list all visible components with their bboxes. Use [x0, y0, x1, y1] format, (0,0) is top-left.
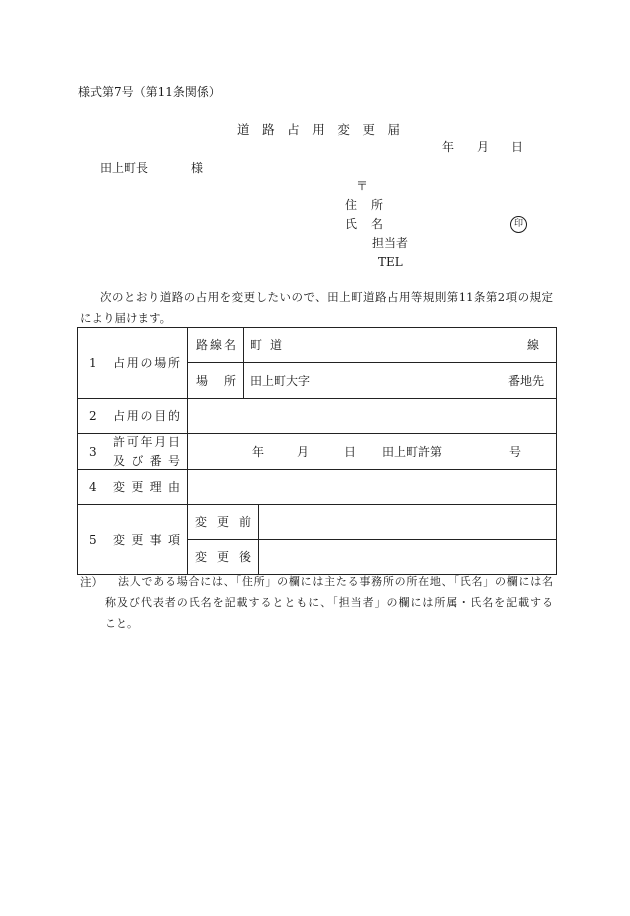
note-line-2: 称及び代表者の氏名を記載するとともに、「担当者」の欄には所属・氏名を記載する — [105, 596, 553, 609]
location-row-label — [78, 328, 188, 399]
permit-label-line-2: 及び番号 — [113, 454, 180, 468]
row-number: 4 — [89, 480, 97, 494]
before-label: 変更前 — [195, 515, 251, 529]
after-label-cell — [188, 540, 259, 575]
route-name-label-cell — [188, 328, 244, 363]
permit-value-cell — [188, 434, 557, 470]
row-number: 1 — [89, 356, 97, 370]
addressee-honorific: 様 — [191, 161, 204, 175]
before-label-cell — [188, 505, 259, 540]
name-label: 氏名 — [345, 217, 383, 231]
addressee-name: 田上町長 — [100, 161, 149, 175]
row-number: 2 — [89, 409, 97, 423]
note-mark: 注） — [80, 575, 103, 589]
route-suffix: 線 — [527, 338, 540, 352]
date-day-unit: 日 — [511, 140, 524, 154]
date-year-unit: 年 — [442, 140, 455, 154]
reason-row-label — [78, 470, 188, 505]
permit-number-suffix: 号 — [509, 444, 522, 459]
application-table — [77, 327, 557, 575]
reason-label: 変更理由 — [113, 480, 180, 494]
row-number: 3 — [89, 444, 97, 459]
after-label: 変更後 — [195, 550, 251, 564]
before-value-cell — [259, 505, 557, 540]
place-label-cell — [188, 363, 244, 399]
purpose-value-cell — [188, 399, 557, 434]
location-label: 占用の場所 — [113, 356, 180, 370]
place-label: 場所 — [196, 373, 236, 388]
route-name-label: 路線名 — [196, 338, 236, 352]
tel-label: TEL — [378, 255, 403, 269]
form-number: 様式第7号（第11条関係） — [78, 85, 221, 99]
address-label: 住所 — [345, 198, 383, 212]
permit-label-line-1: 許可年月日 — [113, 435, 180, 449]
permit-row-label — [78, 434, 188, 470]
permit-month-unit: 月 — [297, 444, 310, 459]
changes-label: 変更事項 — [113, 532, 180, 547]
contact-person-label: 担当者 — [372, 236, 409, 250]
permit-day-unit: 日 — [344, 444, 357, 459]
row-number: 5 — [89, 532, 97, 547]
permit-number-prefix: 田上町許第 — [382, 444, 443, 459]
seal-mark-icon: 印 — [510, 216, 527, 233]
statement-line-2: により届けます。 — [80, 311, 172, 325]
form-title: 道路占用変更届 — [237, 122, 400, 137]
place-prefix: 田上町大字 — [250, 373, 311, 388]
route-name-value-cell — [244, 328, 557, 363]
after-value-cell — [259, 540, 557, 575]
purpose-row-label — [78, 399, 188, 434]
place-suffix: 番地先 — [508, 373, 545, 388]
place-value-cell — [244, 363, 557, 399]
route-prefix: 町道 — [250, 338, 282, 352]
note-line-1: 法人である場合には、「住所」の欄には主たる事務所の所在地、「氏名」の欄には名 — [118, 575, 553, 588]
changes-row-label — [78, 505, 188, 575]
postal-mark: 〒 — [356, 179, 369, 193]
reason-value-cell — [188, 470, 557, 505]
permit-year-unit: 年 — [252, 444, 265, 459]
note-line-3: こと。 — [105, 617, 138, 630]
statement-line-1: 次のとおり道路の占用を変更したいので、田上町道路占用等規則第11条第2項の規定 — [100, 290, 553, 304]
date-month-unit: 月 — [477, 140, 490, 154]
purpose-label: 占用の目的 — [113, 409, 180, 423]
